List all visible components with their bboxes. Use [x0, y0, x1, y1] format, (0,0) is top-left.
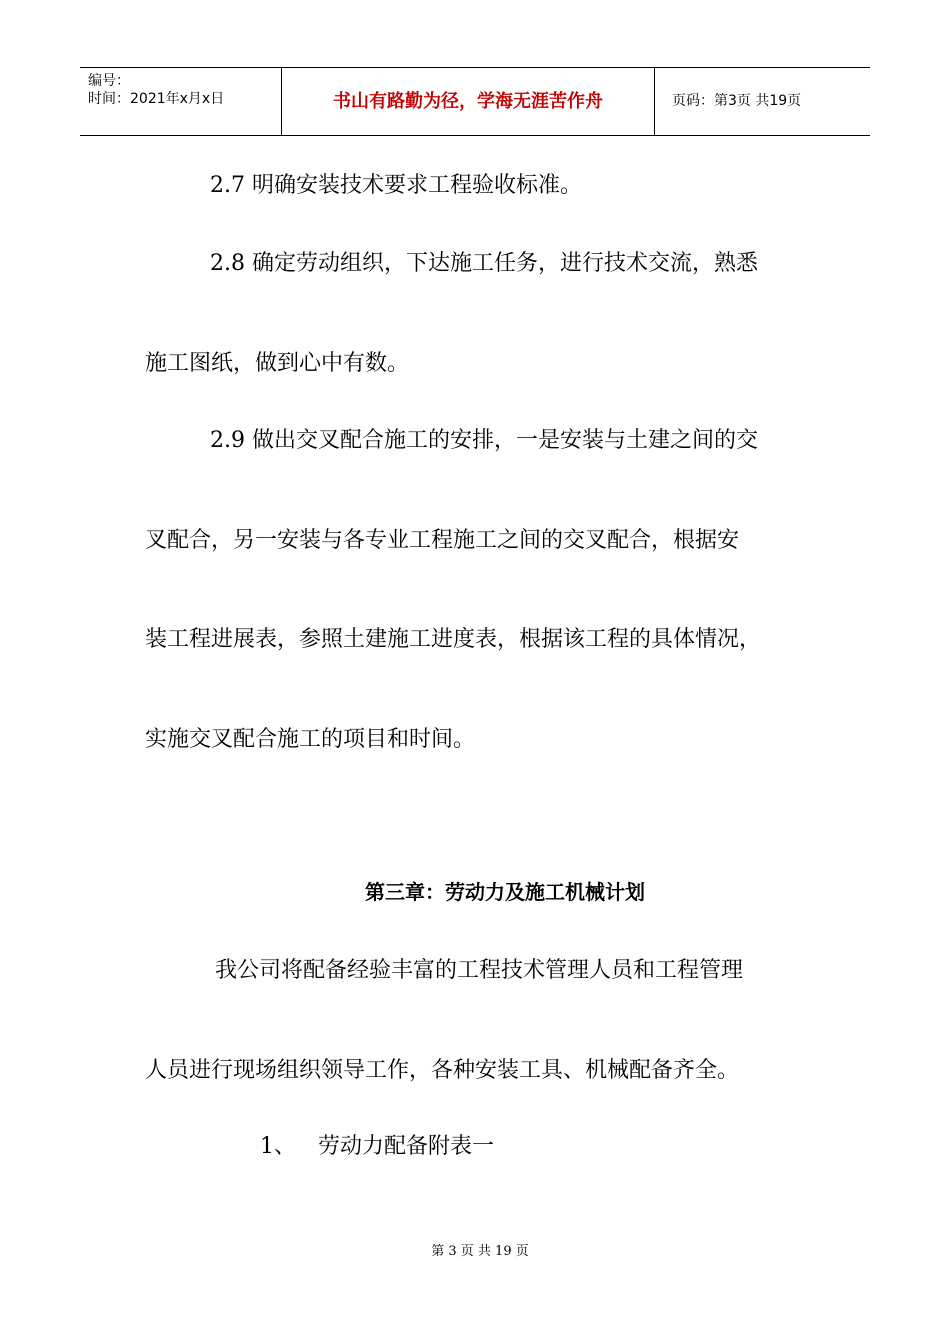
chapter-heading: 第三章：劳动力及施工机械计划 — [365, 880, 645, 904]
paragraph-line: 2.8 确定劳动组织，下达施工任务，进行技术交流，熟悉 — [210, 251, 758, 276]
list-item-number: 1、 — [260, 1134, 296, 1159]
header-meta-cell — [80, 68, 282, 135]
paragraph-line: 施工图纸，做到心中有数。 — [145, 351, 410, 376]
paragraph-line: 叉配合，另一安装与各专业工程施工之间的交叉配合，根据安 — [145, 528, 740, 553]
header-page-info — [662, 68, 870, 135]
paragraph-line: 人员进行现场组织领导工作，各种安装工具、机械配备齐全。 — [145, 1058, 740, 1083]
paragraph-line: 2.9 做出交叉配合施工的安排，一是安装与土建之间的交 — [210, 428, 758, 453]
paragraph-line: 2.7 明确安装技术要求工程验收标准。 — [210, 173, 582, 198]
document-number-label: 编号： — [88, 73, 130, 89]
document-date: 时间：2021年x月x日 — [88, 91, 225, 107]
list-item-text: 劳动力配备附表一 — [318, 1134, 495, 1159]
paragraph-line: 我公司将配备经验丰富的工程技术管理人员和工程管理 — [215, 958, 744, 983]
header-motto: 书山有路勤为径，学海无涯苦作舟 — [282, 68, 655, 135]
header-page-info-text: 页码：第3页 共19页 — [672, 93, 802, 109]
paragraph-line: 装工程进展表，参照土建施工进度表，根据该工程的具体情况， — [145, 627, 762, 652]
page-footer: 第 3 页 共 19 页 — [431, 1244, 529, 1259]
paragraph-line: 实施交叉配合施工的项目和时间。 — [145, 727, 476, 752]
page-header — [80, 67, 870, 136]
